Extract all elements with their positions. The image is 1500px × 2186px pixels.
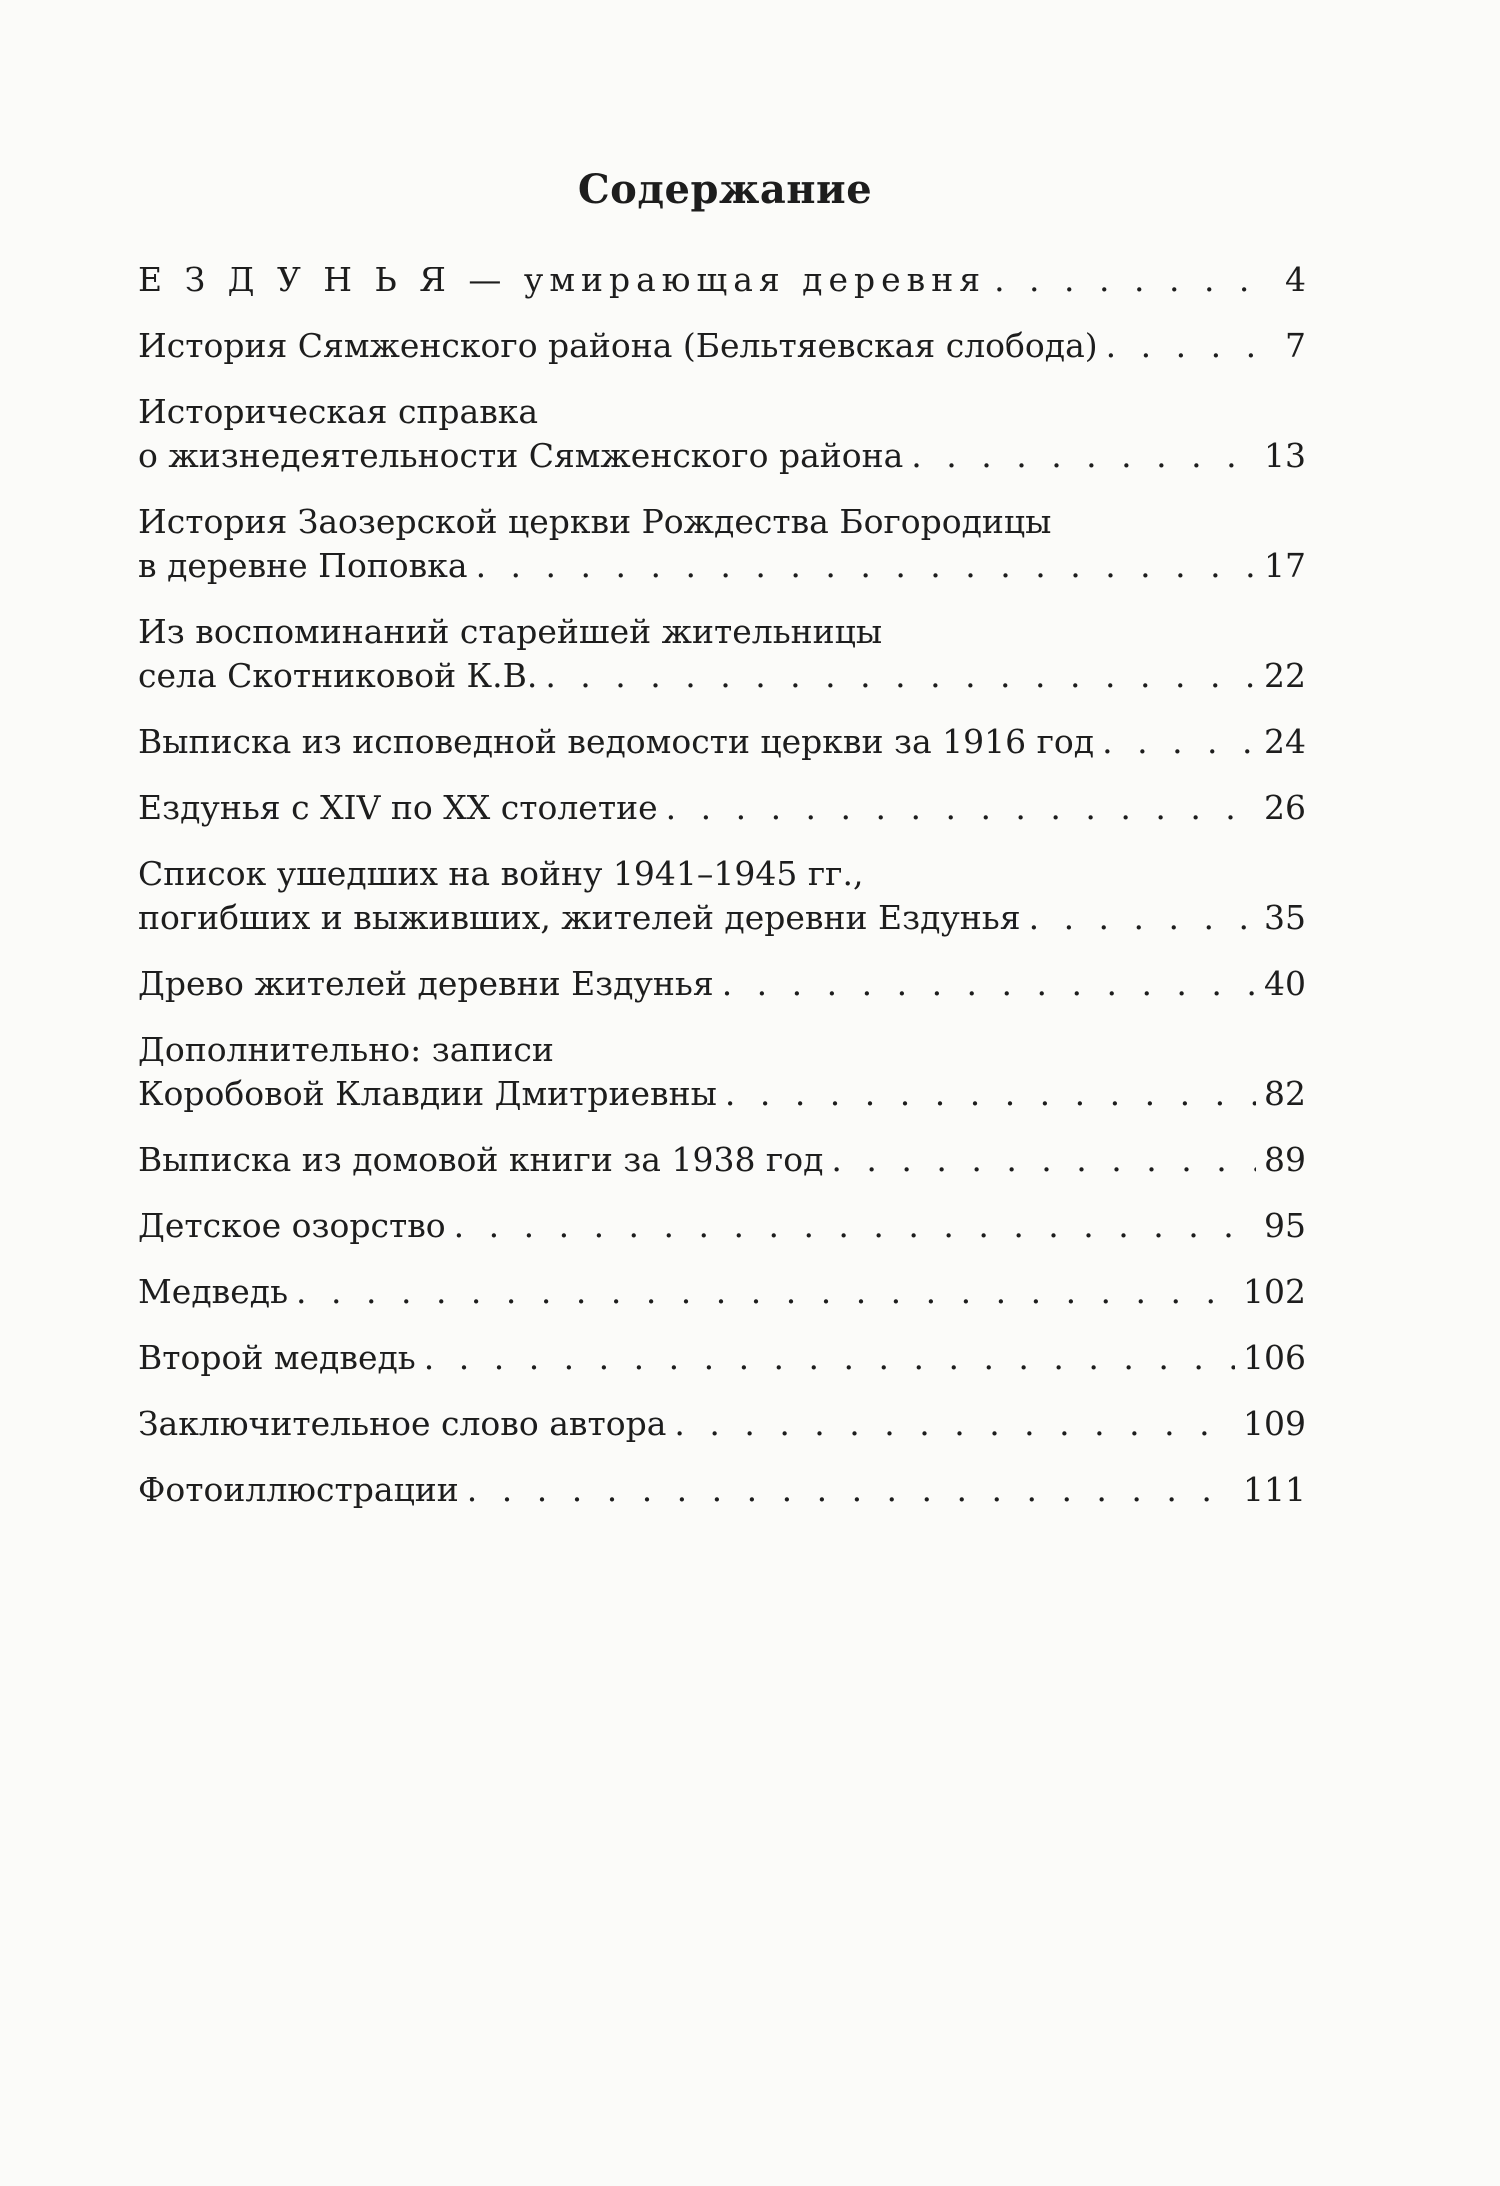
toc-page-number: 40 bbox=[1264, 964, 1306, 1003]
toc-entry bbox=[138, 1468, 1306, 1512]
toc-entry-title: в деревне Поповка bbox=[138, 546, 468, 585]
toc-page-number: 82 bbox=[1264, 1074, 1306, 1113]
dot-leader bbox=[994, 258, 1277, 302]
toc-entry bbox=[138, 390, 1306, 478]
page-title: Содержание bbox=[577, 166, 873, 213]
toc-entry bbox=[138, 720, 1306, 764]
toc-entry bbox=[138, 852, 1306, 940]
toc-entry-title: Второй медведь bbox=[138, 1338, 416, 1377]
toc-entry-title-line-1: Из воспоминаний старейшей жительницы bbox=[138, 612, 883, 651]
toc-entry-title: Фотоиллюстрации bbox=[138, 1470, 459, 1509]
toc-entry bbox=[138, 1336, 1306, 1380]
toc-page-number: 22 bbox=[1264, 656, 1306, 695]
toc-entry-title: Древо жителей деревни Ездунья bbox=[138, 964, 714, 1003]
toc-entry bbox=[138, 610, 1306, 698]
toc-entry-title: погибших и выживших, жителей деревни Ездунья bbox=[138, 898, 1021, 937]
toc-page-number: 26 bbox=[1264, 788, 1306, 827]
toc-page-number: 111 bbox=[1243, 1470, 1306, 1509]
toc-page-number: 4 bbox=[1285, 260, 1306, 299]
toc-page-number: 24 bbox=[1264, 722, 1306, 761]
toc-page-number: 102 bbox=[1243, 1272, 1306, 1311]
dot-leader bbox=[911, 434, 1256, 478]
toc-entry-title: Заключительное слово автора bbox=[138, 1404, 667, 1443]
toc-entry bbox=[138, 786, 1306, 830]
toc-entry-title-line-1: История Заозерской церкви Рождества Богородицы bbox=[138, 502, 1052, 541]
toc-entry-title: Медведь bbox=[138, 1272, 289, 1311]
dot-leader bbox=[545, 654, 1256, 698]
toc-entry-title-line-1: Дополнительно: записи bbox=[138, 1030, 554, 1069]
toc-entry-title: села Скотниковой К.В. bbox=[138, 656, 538, 695]
toc-entry bbox=[138, 500, 1306, 588]
toc-entry bbox=[138, 1402, 1306, 1446]
dot-leader bbox=[725, 1072, 1256, 1116]
toc-entry-title: История Сямженского района (Бельтяевская слобода) bbox=[138, 326, 1098, 365]
toc-page-number: 7 bbox=[1285, 326, 1306, 365]
dot-leader bbox=[666, 786, 1256, 830]
dot-leader bbox=[674, 1402, 1235, 1446]
dot-leader bbox=[467, 1468, 1235, 1512]
dot-leader bbox=[1106, 324, 1277, 368]
toc-entry-title: Коробовой Клавдии Дмитриевны bbox=[138, 1074, 717, 1113]
toc-page-number: 35 bbox=[1264, 898, 1306, 937]
toc-entry-title: Выписка из исповедной ведомости церкви за 1916 год bbox=[138, 722, 1095, 761]
dot-leader bbox=[454, 1204, 1256, 1248]
dot-leader bbox=[296, 1270, 1235, 1314]
toc-page-number: 106 bbox=[1243, 1338, 1306, 1377]
toc-entry-title: Детское озорство bbox=[138, 1206, 446, 1245]
dot-leader bbox=[1102, 720, 1256, 764]
dot-leader bbox=[722, 962, 1256, 1006]
toc-page-number: 95 bbox=[1264, 1206, 1306, 1245]
toc-page-number: 13 bbox=[1264, 436, 1306, 475]
toc-entry bbox=[138, 1204, 1306, 1248]
toc-entry bbox=[138, 1270, 1306, 1314]
toc-entry bbox=[138, 324, 1306, 368]
toc-page-number: 17 bbox=[1264, 546, 1306, 585]
toc-page-number: 109 bbox=[1243, 1404, 1306, 1443]
toc-entry-title: Ездунья с XIV по XX столетие bbox=[138, 788, 658, 827]
toc-entry bbox=[138, 1138, 1306, 1182]
toc-entry-title-line-1: Список ушедших на войну 1941–1945 гг., bbox=[138, 854, 864, 893]
toc-entry-title: Выписка из домовой книги за 1938 год bbox=[138, 1140, 824, 1179]
toc-page-number: 89 bbox=[1264, 1140, 1306, 1179]
toc-entry bbox=[138, 1028, 1306, 1116]
toc-entry bbox=[138, 258, 1306, 302]
dot-leader bbox=[476, 544, 1256, 588]
toc-entry-title: Е З Д У Н Ь Я — умирающая деревня bbox=[138, 260, 987, 299]
dot-leader bbox=[424, 1336, 1235, 1380]
dot-leader bbox=[831, 1138, 1256, 1182]
toc-entry-title: о жизнедеятельности Сямженского района bbox=[138, 436, 904, 475]
toc-entry bbox=[138, 962, 1306, 1006]
dot-leader bbox=[1029, 896, 1256, 940]
toc-entry-title-line-1: Историческая справка bbox=[138, 392, 539, 431]
table-of-contents bbox=[138, 258, 1306, 1534]
